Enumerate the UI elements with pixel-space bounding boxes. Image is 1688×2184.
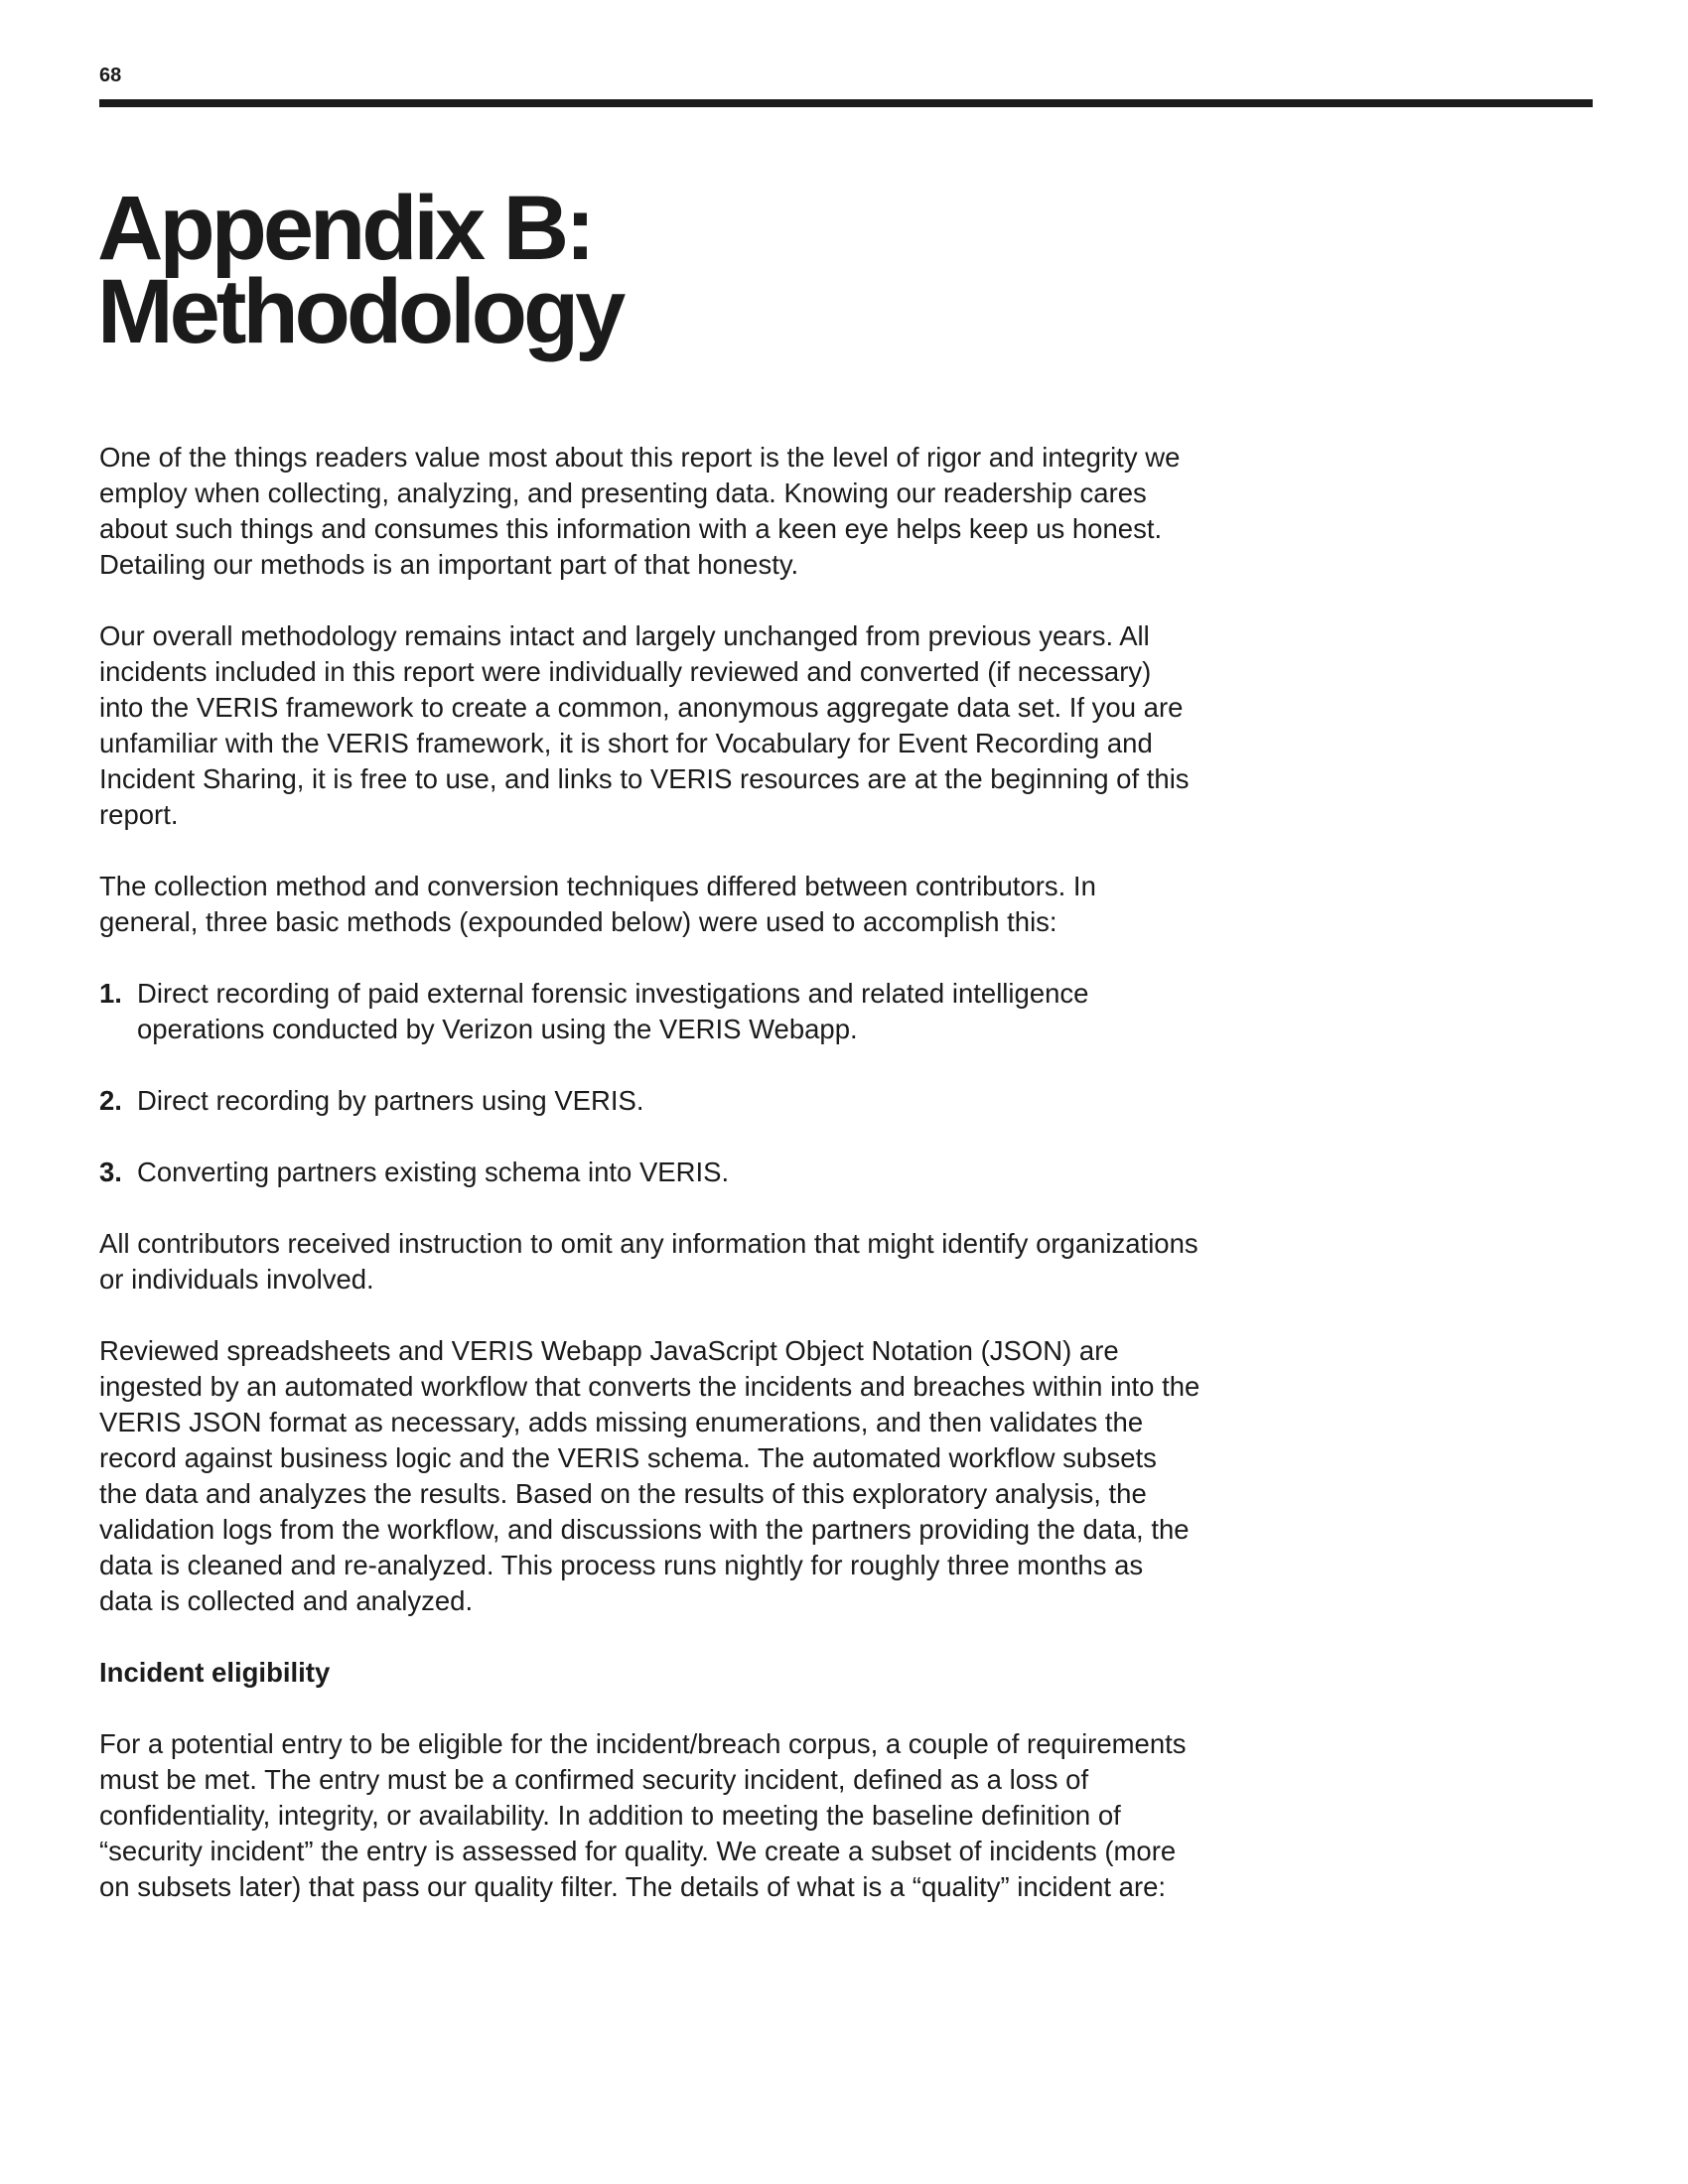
contributors-paragraph: All contributors received instruction to omit any information that might identify organizations or individuals involved. [99,1228,1198,1295]
eligibility-paragraph: For a potential entry to be eligible for the incident/breach corpus, a couple of requirements must be met. The entry must be a confirmed security incident, defined as a loss of confidentiality, integrity, or availability. In addition to meeting the baseline definition of “security incident” the entry is assessed for quality. We create a subset of incidents (more on subsets later) that pass our quality filter. The details of what is a “quality” incident are: [99,1728,1187,1902]
intro-paragraph: One of the things readers value most about this report is the level of rigor and integrity we employ when collecting, analyzing, and presenting data. Knowing our readership cares about such things and consumes this information with a keen eye helps keep us honest. Detailing our methods is an important part of that honesty. [99,442,1181,580]
workflow-paragraph: Reviewed spreadsheets and VERIS Webapp JavaScript Object Notation (JSON) are ingested by an automated workflow that converts the incidents and breaches within into the VERIS JSON format as necessary, adds missing enumerations, and then validates the record against business logic and the VERIS schema. The automated workflow subsets the data and analyzes the results. Based on the results of this exploratory analysis, the validation logs from the workflow, and discussions with the partners providing the data, the data is cleaned and re-analyzed. This process runs nightly for roughly three months as data is collected and analyzed. [99,1335,1200,1616]
page-title-line-1: Appendix B: [97,178,592,279]
incident-eligibility-heading: Incident eligibility [99,1657,331,1688]
page-title-line-2: Methodology [97,261,623,362]
list-number: 1. [99,978,122,1009]
list-text: Direct recording of paid external forensic investigations and related intelligence operations conducted by Verizon using the VERIS Webapp. [137,978,1089,1044]
collection-paragraph: The collection method and conversion techniques differed between contributors. In general, three basic methods (expounded below) were used to accomplish this: [99,871,1096,937]
methodology-content [99,440,1201,1941]
collection-method-item [99,976,1201,1047]
list-number: 2. [99,1085,122,1116]
collection-methods-list [99,976,1201,1190]
methodology-paragraph: Our overall methodology remains intact and largely unchanged from previous years. All incidents included in this report were individually reviewed and converted (if necessary) into the VERIS framework to create a common, anonymous aggregate data set. If you are unfamiliar with the VERIS framework, it is short for Vocabulary for Event Recording and Incident Sharing, it is free to use, and links to VERIS resources are at the beginning of this report. [99,620,1190,830]
header-rule [99,99,1593,107]
list-text: Direct recording by partners using VERIS. [137,1085,644,1116]
list-text: Converting partners existing schema into VERIS. [137,1157,730,1187]
page-number: 68 [99,65,122,86]
collection-method-item [99,1155,1201,1190]
page-title [97,178,623,362]
list-number: 3. [99,1157,122,1187]
collection-method-item [99,1083,1201,1119]
